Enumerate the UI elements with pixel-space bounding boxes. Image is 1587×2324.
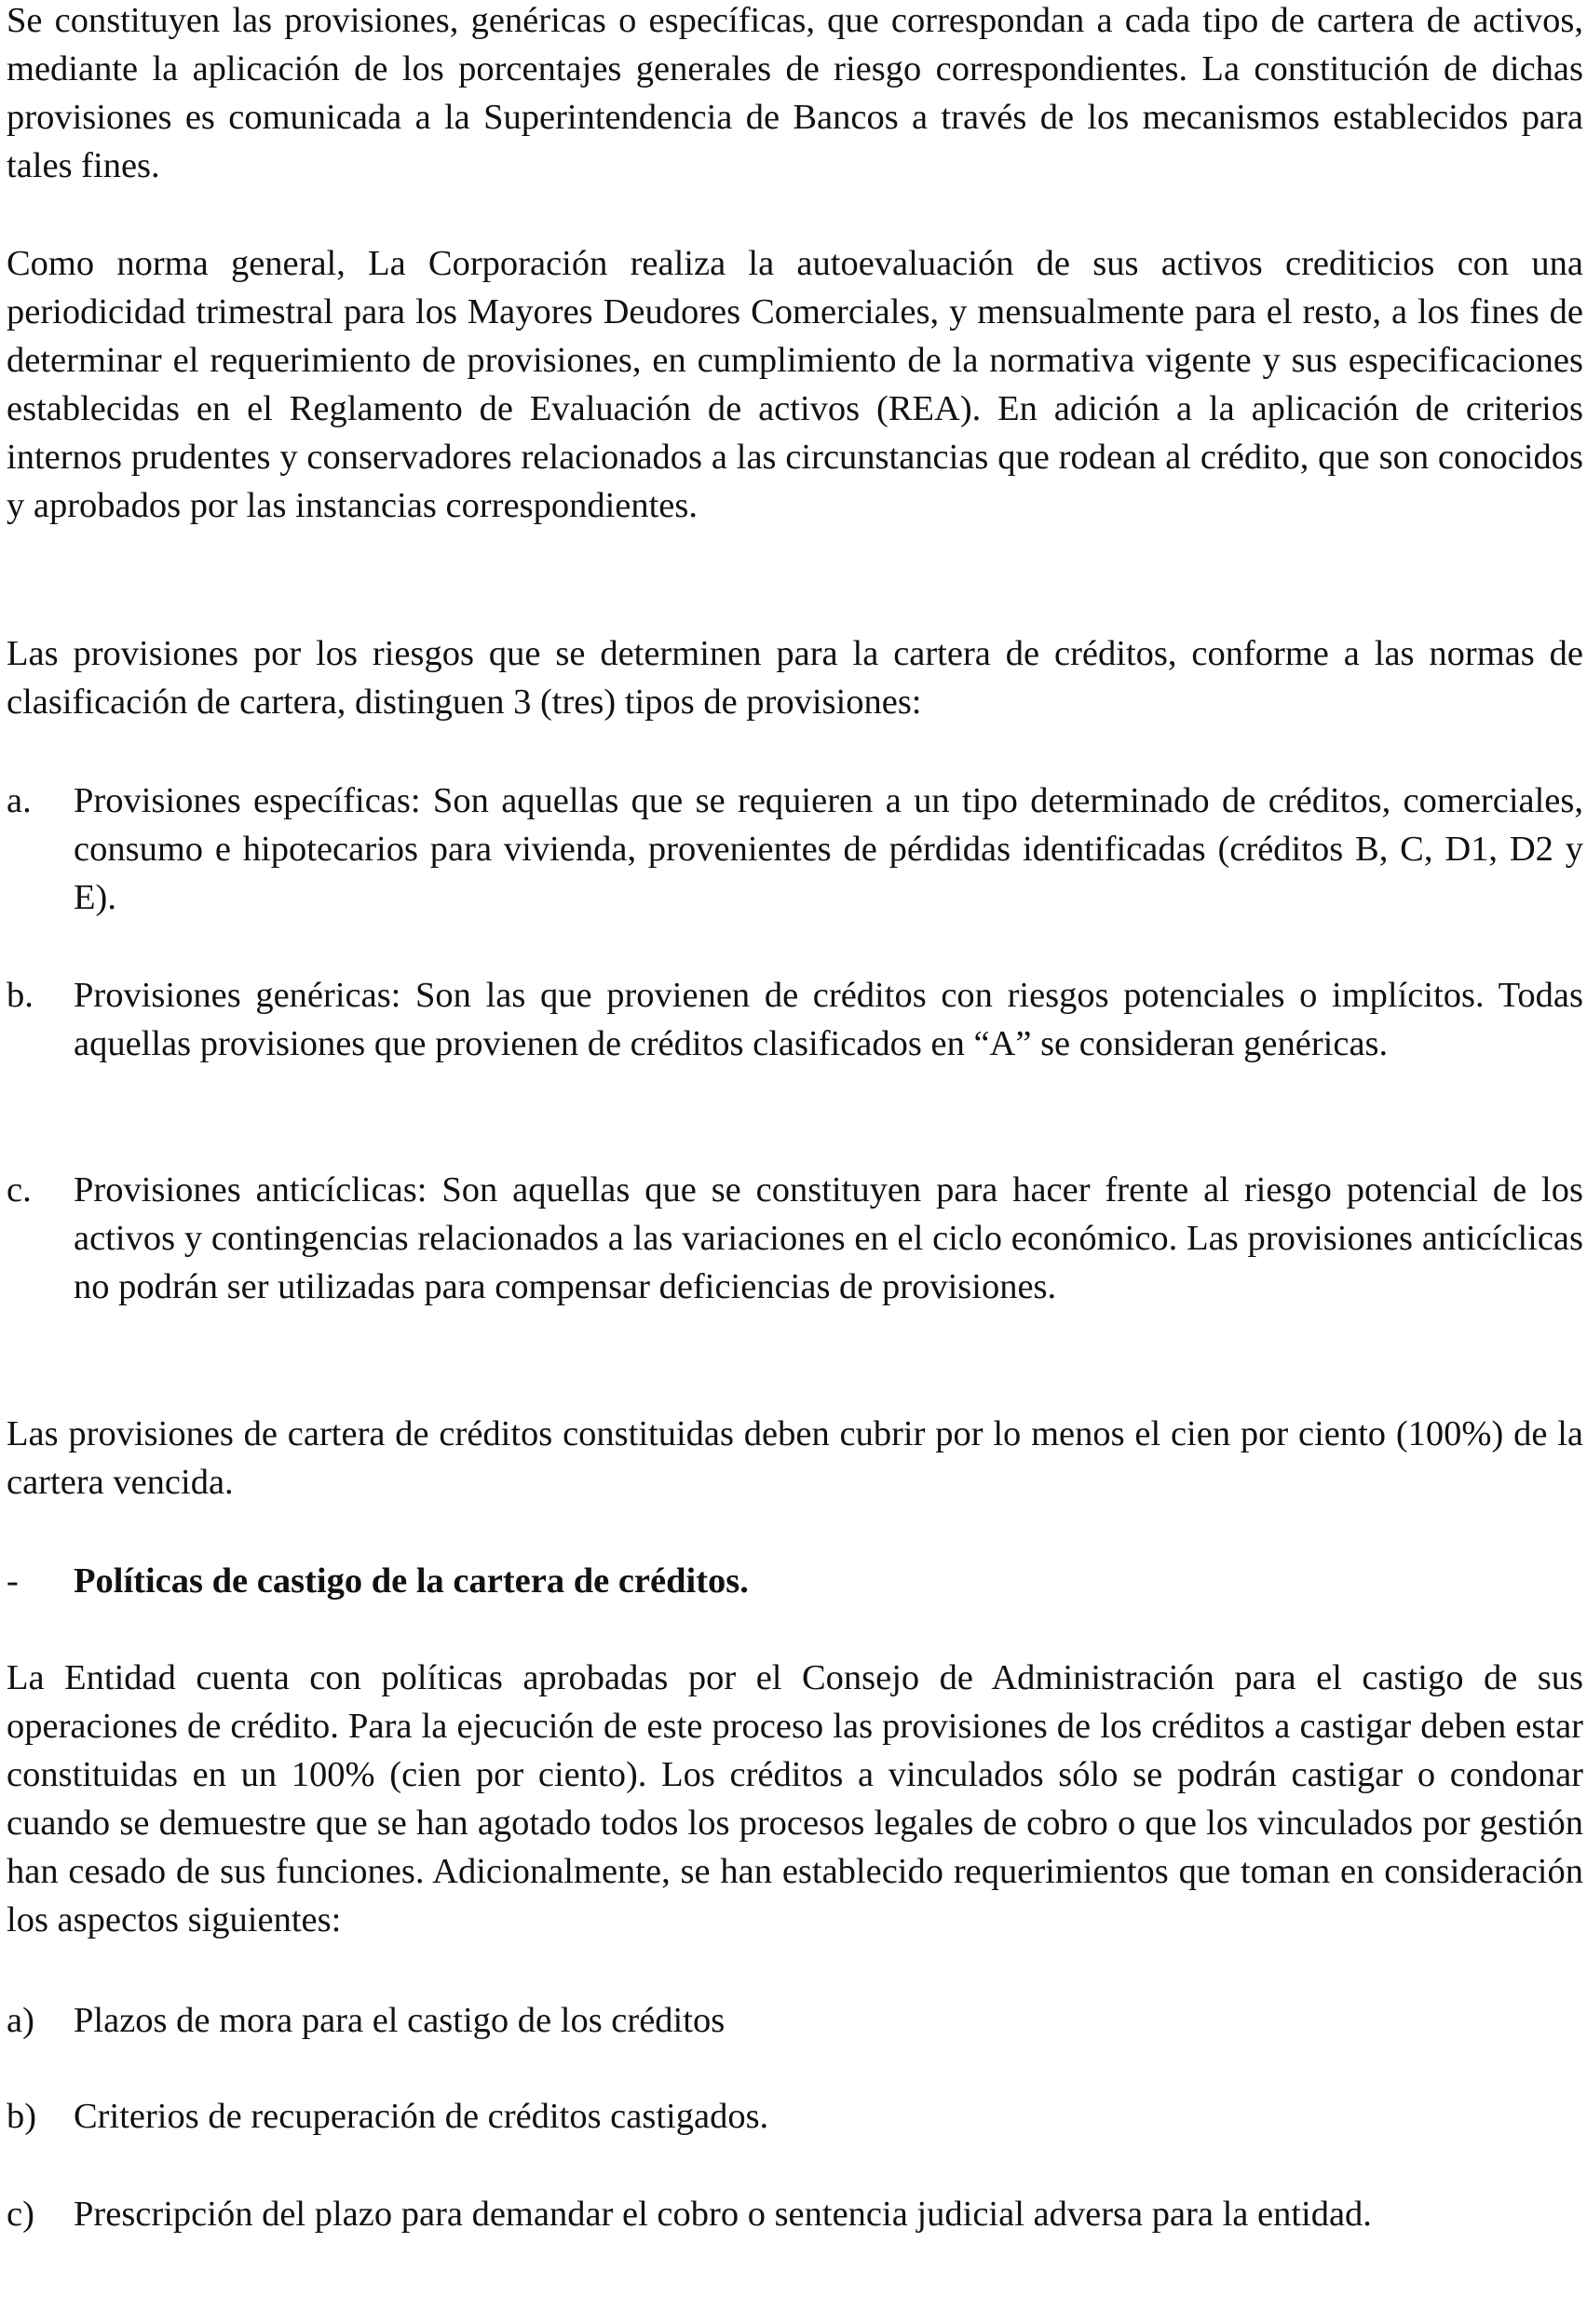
heading-marker: - [7, 1561, 19, 1601]
list-marker: b. [7, 976, 34, 1015]
paragraph-self-evaluation: Como norma general, La Corporación realiza la autoevaluación de sus activos crediticios con una periodicidad trimestral para los Mayores Deudores Comerciales, y mensualmente para el resto, a los fines de determinar el requerimiento de provisiones, en cumplimiento de la normativa vigente y sus especificaciones establecidas en el Reglamento de Evaluación de activos (REA). En adición a la aplicación de criterios internos prudentes y conservadores relacionados a las circunstancias que rodean al crédito, que son conocidos y aprobados por las instancias correspondientes. [7, 244, 1583, 525]
paragraph-writeoff-policies: La Entidad cuenta con políticas aprobadas por el Consejo de Administración para el castigo de sus operaciones de crédito. Para la ejecución de este proceso las provisiones de los créditos a castigar deben estar constituidas en un 100% (cien por ciento). Los créditos a vinculados sólo se podrán castigar o condonar cuando se demuestre que se han agotado todos los procesos legales de cobro o que los vinculados por gestión han cesado de sus funciones. Adicionalmente, se han establecido requerimientos que toman en consideración los aspectos siguientes: [7, 1658, 1583, 1939]
list-item-text: Plazos de mora para el castigo de los créditos [74, 2001, 726, 2040]
paragraph-provisions-constitution: Se constituyen las provisiones, genéricas o específicas, que correspondan a cada tipo de cartera de activos, mediante la aplicación de los porcentajes generales de riesgo correspondientes. La constitución de dichas provisiones es comunicada a la Superintendencia de Bancos a través de los mecanismos establecidos para tales fines. [7, 1, 1583, 185]
list-item-anticyclical-provisions [7, 1166, 1583, 1311]
list-item-text: Provisiones genéricas: Son las que provienen de créditos con riesgos potenciales o implícitos. Todas aquellas provisiones que provienen de créditos clasificados en “A” se consideran genéricas. [74, 976, 1583, 1063]
list-item-prescription [7, 2190, 1583, 2238]
list-item-specific-provisions [7, 777, 1583, 922]
list-marker: c) [7, 2195, 34, 2234]
list-item-text: Criterios de recuperación de créditos castigados. [74, 2097, 769, 2136]
list-marker: a. [7, 781, 32, 820]
section-heading-writeoff-policies [7, 1557, 1583, 1605]
list-marker: c. [7, 1170, 32, 1209]
list-marker: b) [7, 2097, 37, 2136]
list-item-text: Provisiones específicas: Son aquellas que se requieren a un tipo determinado de créditos, comerciales, consumo e hipotecarios para vivienda, provenientes de pérdidas identificadas (créditos B, C, D1, D2 y E). [74, 781, 1583, 917]
paragraph-coverage-requirement: Las provisiones de cartera de créditos constituidas deben cubrir por lo menos el cien por ciento (100%) de la cartera vencida. [7, 1414, 1583, 1502]
list-item-generic-provisions [7, 971, 1583, 1068]
list-marker: a) [7, 2001, 34, 2040]
heading-text: Políticas de castigo de la cartera de créditos. [74, 1561, 749, 1601]
list-item-text: Provisiones anticíclicas: Son aquellas que se constituyen para hacer frente al riesgo potencial de los activos y contingencias relacionados a las variaciones en el ciclo económico. Las provisiones anticíclicas no podrán ser utilizadas para compensar deficiencias de provisiones. [74, 1170, 1583, 1306]
list-item-recovery-criteria [7, 2092, 1583, 2141]
paragraph-provision-types-intro: Las provisiones por los riesgos que se determinen para la cartera de créditos, conforme a las normas de clasificación de cartera, distinguen 3 (tres) tipos de provisiones: [7, 634, 1583, 722]
list-item-text: Prescripción del plazo para demandar el cobro o sentencia judicial adversa para la entidad. [74, 2195, 1372, 2234]
list-item-delinquency-terms [7, 1996, 1583, 2045]
